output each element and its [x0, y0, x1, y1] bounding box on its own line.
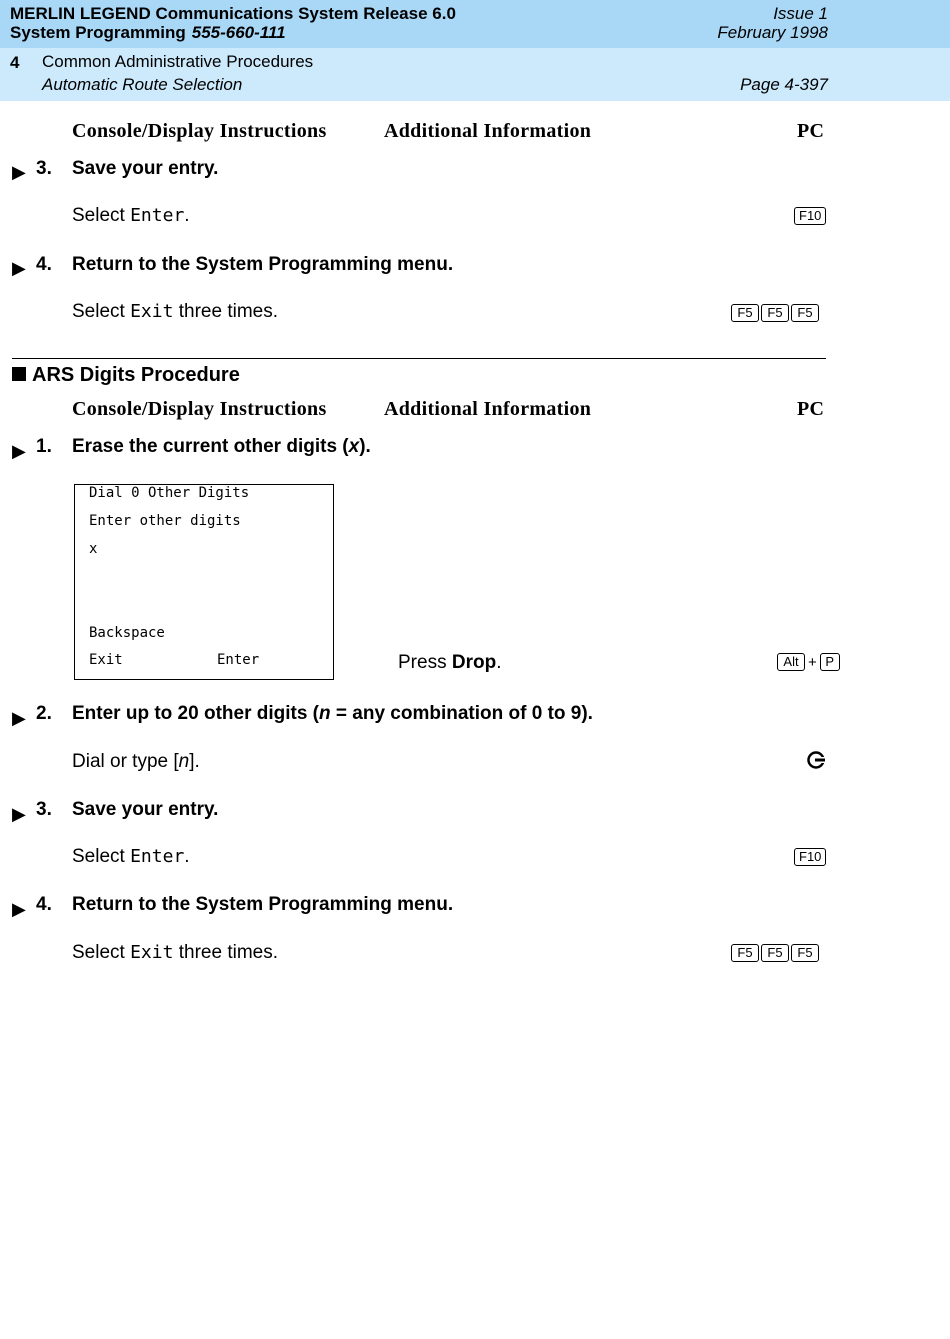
section-title: Automatic Route Selection: [42, 75, 243, 94]
procedure-title-text: ARS Digits Procedure: [32, 364, 240, 386]
chapter-title: Common Administrative Procedures: [42, 52, 314, 71]
col-instructions-heading: Console/Display Instructions: [72, 398, 327, 420]
letter-key: P: [820, 653, 840, 671]
step-title: Return to the System Programming menu.: [72, 254, 454, 275]
procedure-title: [12, 364, 240, 387]
step-number: 4.: [36, 254, 52, 275]
key-sequence: [794, 207, 826, 225]
body-text: ].: [189, 751, 200, 772]
body-text: Dial or type [: [72, 751, 179, 772]
menu-option: Enter: [130, 846, 185, 867]
step-number: 4.: [36, 894, 52, 915]
step-number: 3.: [36, 158, 52, 179]
issue-date: February 1998: [717, 23, 828, 42]
screen-line: Enter other digits: [89, 513, 241, 529]
key-sequence: [731, 944, 819, 962]
body-text: Select: [72, 205, 131, 226]
menu-option: Exit: [130, 942, 174, 963]
function-key: F5: [761, 944, 789, 962]
menu-option: Enter: [130, 205, 185, 226]
title-text: Enter up to 20 other digits (: [72, 703, 320, 724]
step-number: 3.: [36, 799, 52, 820]
button-name: Drop: [451, 652, 497, 673]
console-display-screen: [74, 484, 334, 680]
step-number: 1.: [36, 436, 52, 457]
step-body: [72, 205, 190, 227]
step-title: Return to the System Programming menu.: [72, 894, 454, 915]
variable: x: [348, 436, 360, 457]
function-key: F5: [731, 304, 759, 322]
function-key: F5: [761, 304, 789, 322]
screen-option-backspace[interactable]: Backspace: [89, 625, 165, 641]
doc-subtitle-text: System Programming: [10, 23, 186, 42]
step-arrow-icon: ▶: [12, 441, 26, 461]
step-body: [72, 751, 200, 773]
body-text: Select: [72, 846, 131, 867]
bullet-square-icon: [12, 367, 26, 381]
additional-info: [398, 652, 501, 674]
step-title: Save your entry.: [72, 799, 219, 820]
step-title: Save your entry.: [72, 158, 219, 179]
phone-dial-icon: [806, 751, 826, 769]
chapter-number: 4: [10, 53, 20, 72]
function-key: F5: [731, 944, 759, 962]
body-text: .: [184, 205, 190, 226]
key-sequence: [731, 304, 819, 322]
step-number: 2.: [36, 703, 52, 724]
variable: n: [178, 751, 190, 772]
body-text: Select: [72, 942, 131, 963]
col-pc-heading: PC: [797, 120, 825, 142]
step-arrow-icon: ▶: [12, 162, 26, 182]
title-text: ).: [359, 436, 371, 457]
issue-label: Issue 1: [773, 4, 828, 23]
step-arrow-icon: ▶: [12, 708, 26, 728]
screen-line: x: [89, 541, 98, 557]
page-number: Page 4-397: [740, 75, 828, 94]
step-title: [72, 436, 371, 458]
title-text: Erase the current other digits (: [72, 436, 349, 457]
doc-title: MERLIN LEGEND Communications System Release 6.0: [10, 4, 456, 23]
screen-option-enter[interactable]: Enter: [217, 652, 260, 668]
step-title: [72, 703, 593, 725]
alt-key: Alt: [777, 653, 805, 671]
function-key: F10: [794, 848, 826, 866]
col-info-heading: Additional Information: [384, 120, 592, 142]
section-divider: [12, 358, 826, 359]
doc-subtitle: [10, 23, 286, 43]
menu-option: Exit: [130, 301, 174, 322]
col-pc-heading: PC: [797, 398, 825, 420]
body-text: .: [184, 846, 190, 867]
key-sequence: [794, 848, 826, 866]
step-body: [72, 942, 278, 964]
step-arrow-icon: ▶: [12, 899, 26, 919]
body-text: three times.: [173, 942, 278, 963]
body-text: Press: [398, 652, 452, 673]
function-key: F5: [791, 944, 819, 962]
screen-line: Dial 0 Other Digits: [89, 485, 250, 501]
step-body: [72, 846, 190, 868]
screen-option-exit[interactable]: Exit: [89, 652, 123, 668]
body-text: .: [496, 652, 502, 673]
body-text: Select: [72, 301, 131, 322]
variable: n: [319, 703, 331, 724]
body-text: three times.: [173, 301, 278, 322]
title-text: = any combination of 0 to 9).: [330, 703, 593, 724]
step-arrow-icon: ▶: [12, 804, 26, 824]
step-arrow-icon: ▶: [12, 258, 26, 278]
col-instructions-heading: Console/Display Instructions: [72, 120, 327, 142]
function-key: F5: [791, 304, 819, 322]
key-sequence: [777, 653, 840, 671]
key-plus: +: [808, 653, 817, 671]
step-body: [72, 301, 278, 323]
col-info-heading: Additional Information: [384, 398, 592, 420]
doc-number: 555-660-111: [191, 23, 286, 42]
function-key: F10: [794, 207, 826, 225]
